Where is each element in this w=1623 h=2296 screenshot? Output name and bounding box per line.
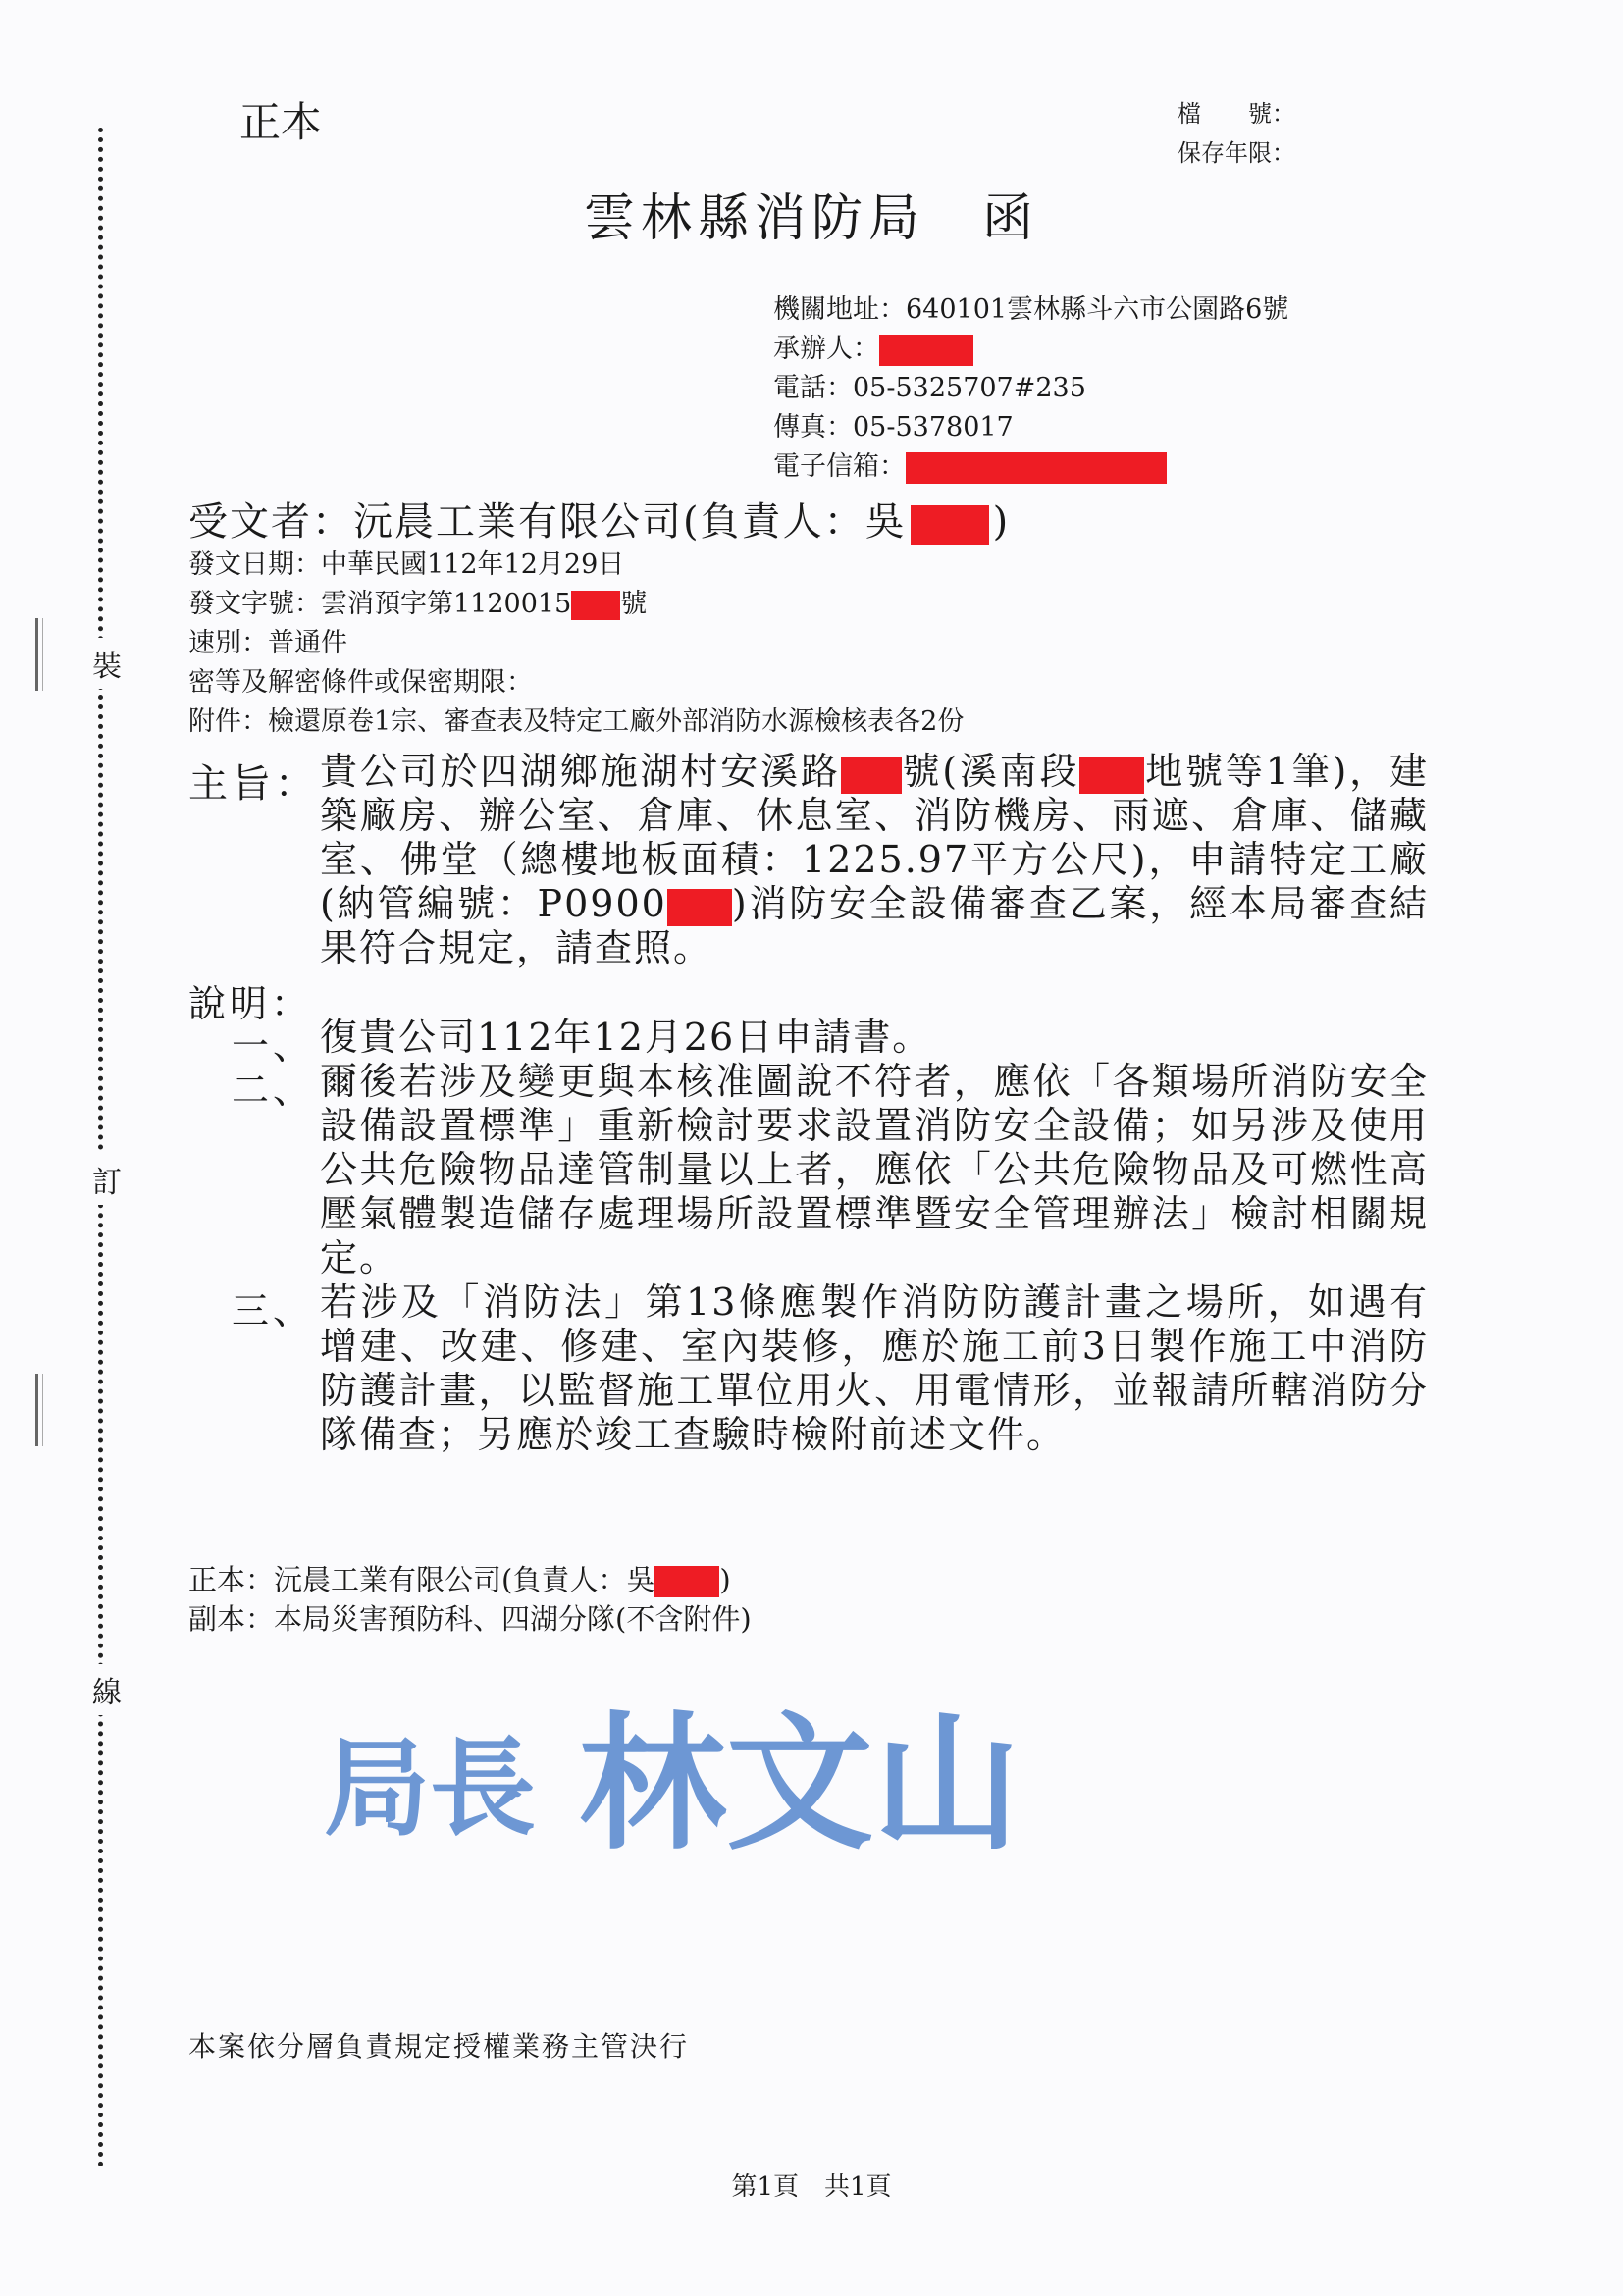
binding-label-zhuang: 裝 [92, 638, 122, 689]
recipient-close: ) [992, 499, 1011, 545]
recipient-line [188, 491, 1010, 547]
original-recipient-text: 正本：沅晨工業有限公司(負責人：吳 [188, 1563, 655, 1596]
redaction-box [911, 505, 989, 545]
copy-type-label: 正本 [239, 98, 323, 146]
document-number-suffix: 號 [620, 589, 648, 619]
director-seal [314, 1688, 1119, 1864]
subject-text: )消防安全設備審查乙案，經本局審查結果符合規定，請查照。 [320, 882, 1430, 969]
secrecy-level: 密等及解密條件或保密期限： [188, 667, 533, 698]
subject-body [320, 750, 1429, 970]
explanation-item-text: 復貴公司112年12月26日申請書。 [320, 1016, 932, 1059]
explanation-label: 說明： [188, 982, 313, 1025]
redaction-box [654, 1566, 719, 1597]
redaction-box [841, 757, 902, 794]
document-number [188, 585, 647, 624]
subject-text: 地號等1筆)，建築廠房、辦公室、倉庫、休息室、消防機房、雨遮、倉庫、儲藏室、佛堂（總樓地板面積：1225.97平方公尺)，申請特定工廠(納管編號：P0900 [320, 750, 1429, 925]
agency-address: 機關地址：640101雲林縣斗六市公園路6號 [773, 294, 1289, 325]
binding-label-xian: 線 [92, 1664, 122, 1715]
staple-mark-top [35, 618, 43, 691]
seal-title-text: 局長 [324, 1727, 537, 1851]
original-recipient-close: ) [719, 1563, 731, 1596]
staple-mark-bottom [35, 1374, 43, 1446]
handler-line [773, 330, 973, 369]
seal-name-text: 林文山 [579, 1697, 1021, 1864]
copy-recipients: 副本：本局災害預防科、四湖分隊(不含附件) [188, 1602, 752, 1636]
handler-label: 承辦人： [773, 334, 879, 364]
retention-period-label: 保存年限： [1178, 139, 1295, 167]
page-number: 第1頁 共1頁 [731, 2172, 892, 2202]
redaction-box [667, 889, 732, 926]
explanation-item-text: 爾後若涉及變更與本核准圖說不符者，應依「各類場所消防安全設備設置標準」重新檢討要求設置消防安全設備；如另涉及使用公共危險物品達管制量以上者，應依「公共危險物品及可燃性高壓氣體製造儲存處理場所設置標準暨安全管理辦法」檢討相關規定。 [320, 1060, 1429, 1279]
subject-label: 主旨： [188, 761, 318, 807]
explanation-item-number: 三、 [232, 1289, 315, 1332]
original-recipient [188, 1560, 731, 1599]
redaction-box [879, 335, 973, 366]
recipient-text: 受文者：沅晨工業有限公司(負責人：吳 [188, 499, 907, 545]
agency-phone: 電話：05-5325707#235 [773, 373, 1086, 403]
email-line [773, 447, 1167, 487]
redaction-box [1079, 757, 1144, 794]
delivery-speed: 速別：普通件 [188, 628, 347, 658]
subject-text: 號(溪南段 [901, 750, 1080, 793]
binding-label-ding: 訂 [92, 1154, 122, 1205]
document-title: 雲林縣消防局 函 [583, 189, 1039, 248]
agency-fax: 傳真：05-5378017 [773, 412, 1014, 443]
issue-date: 發文日期：中華民國112年12月29日 [188, 549, 625, 580]
delegation-note: 本案依分層負責規定授權業務主管決行 [188, 2030, 690, 2062]
explanation-item-number: 二、 [232, 1069, 315, 1112]
subject-text: 貴公司於四湖鄉施湖村安溪路 [320, 750, 841, 793]
binding-dotted-line [98, 128, 103, 2168]
redaction-box [906, 452, 1167, 484]
explanation-item-text: 若涉及「消防法」第13條應製作消防防護計畫之場所，如遇有增建、改建、修建、室內裝修，應於施工前3日製作施工中消防防護計畫，以監督施工單位用火、用電情形，並報請所轄消防分隊備查；另應於竣工查驗時檢附前述文件。 [320, 1280, 1429, 1456]
attachments: 附件：檢還原卷1宗、審查表及特定工廠外部消防水源檢核表各2份 [188, 706, 965, 737]
file-number-label: 檔 號： [1178, 100, 1295, 128]
document-number-text: 發文字號：雲消預字第1120015 [188, 589, 572, 619]
redaction-box [571, 591, 620, 620]
email-label: 電子信箱： [773, 451, 906, 482]
explanation-item-number: 一、 [232, 1024, 315, 1068]
